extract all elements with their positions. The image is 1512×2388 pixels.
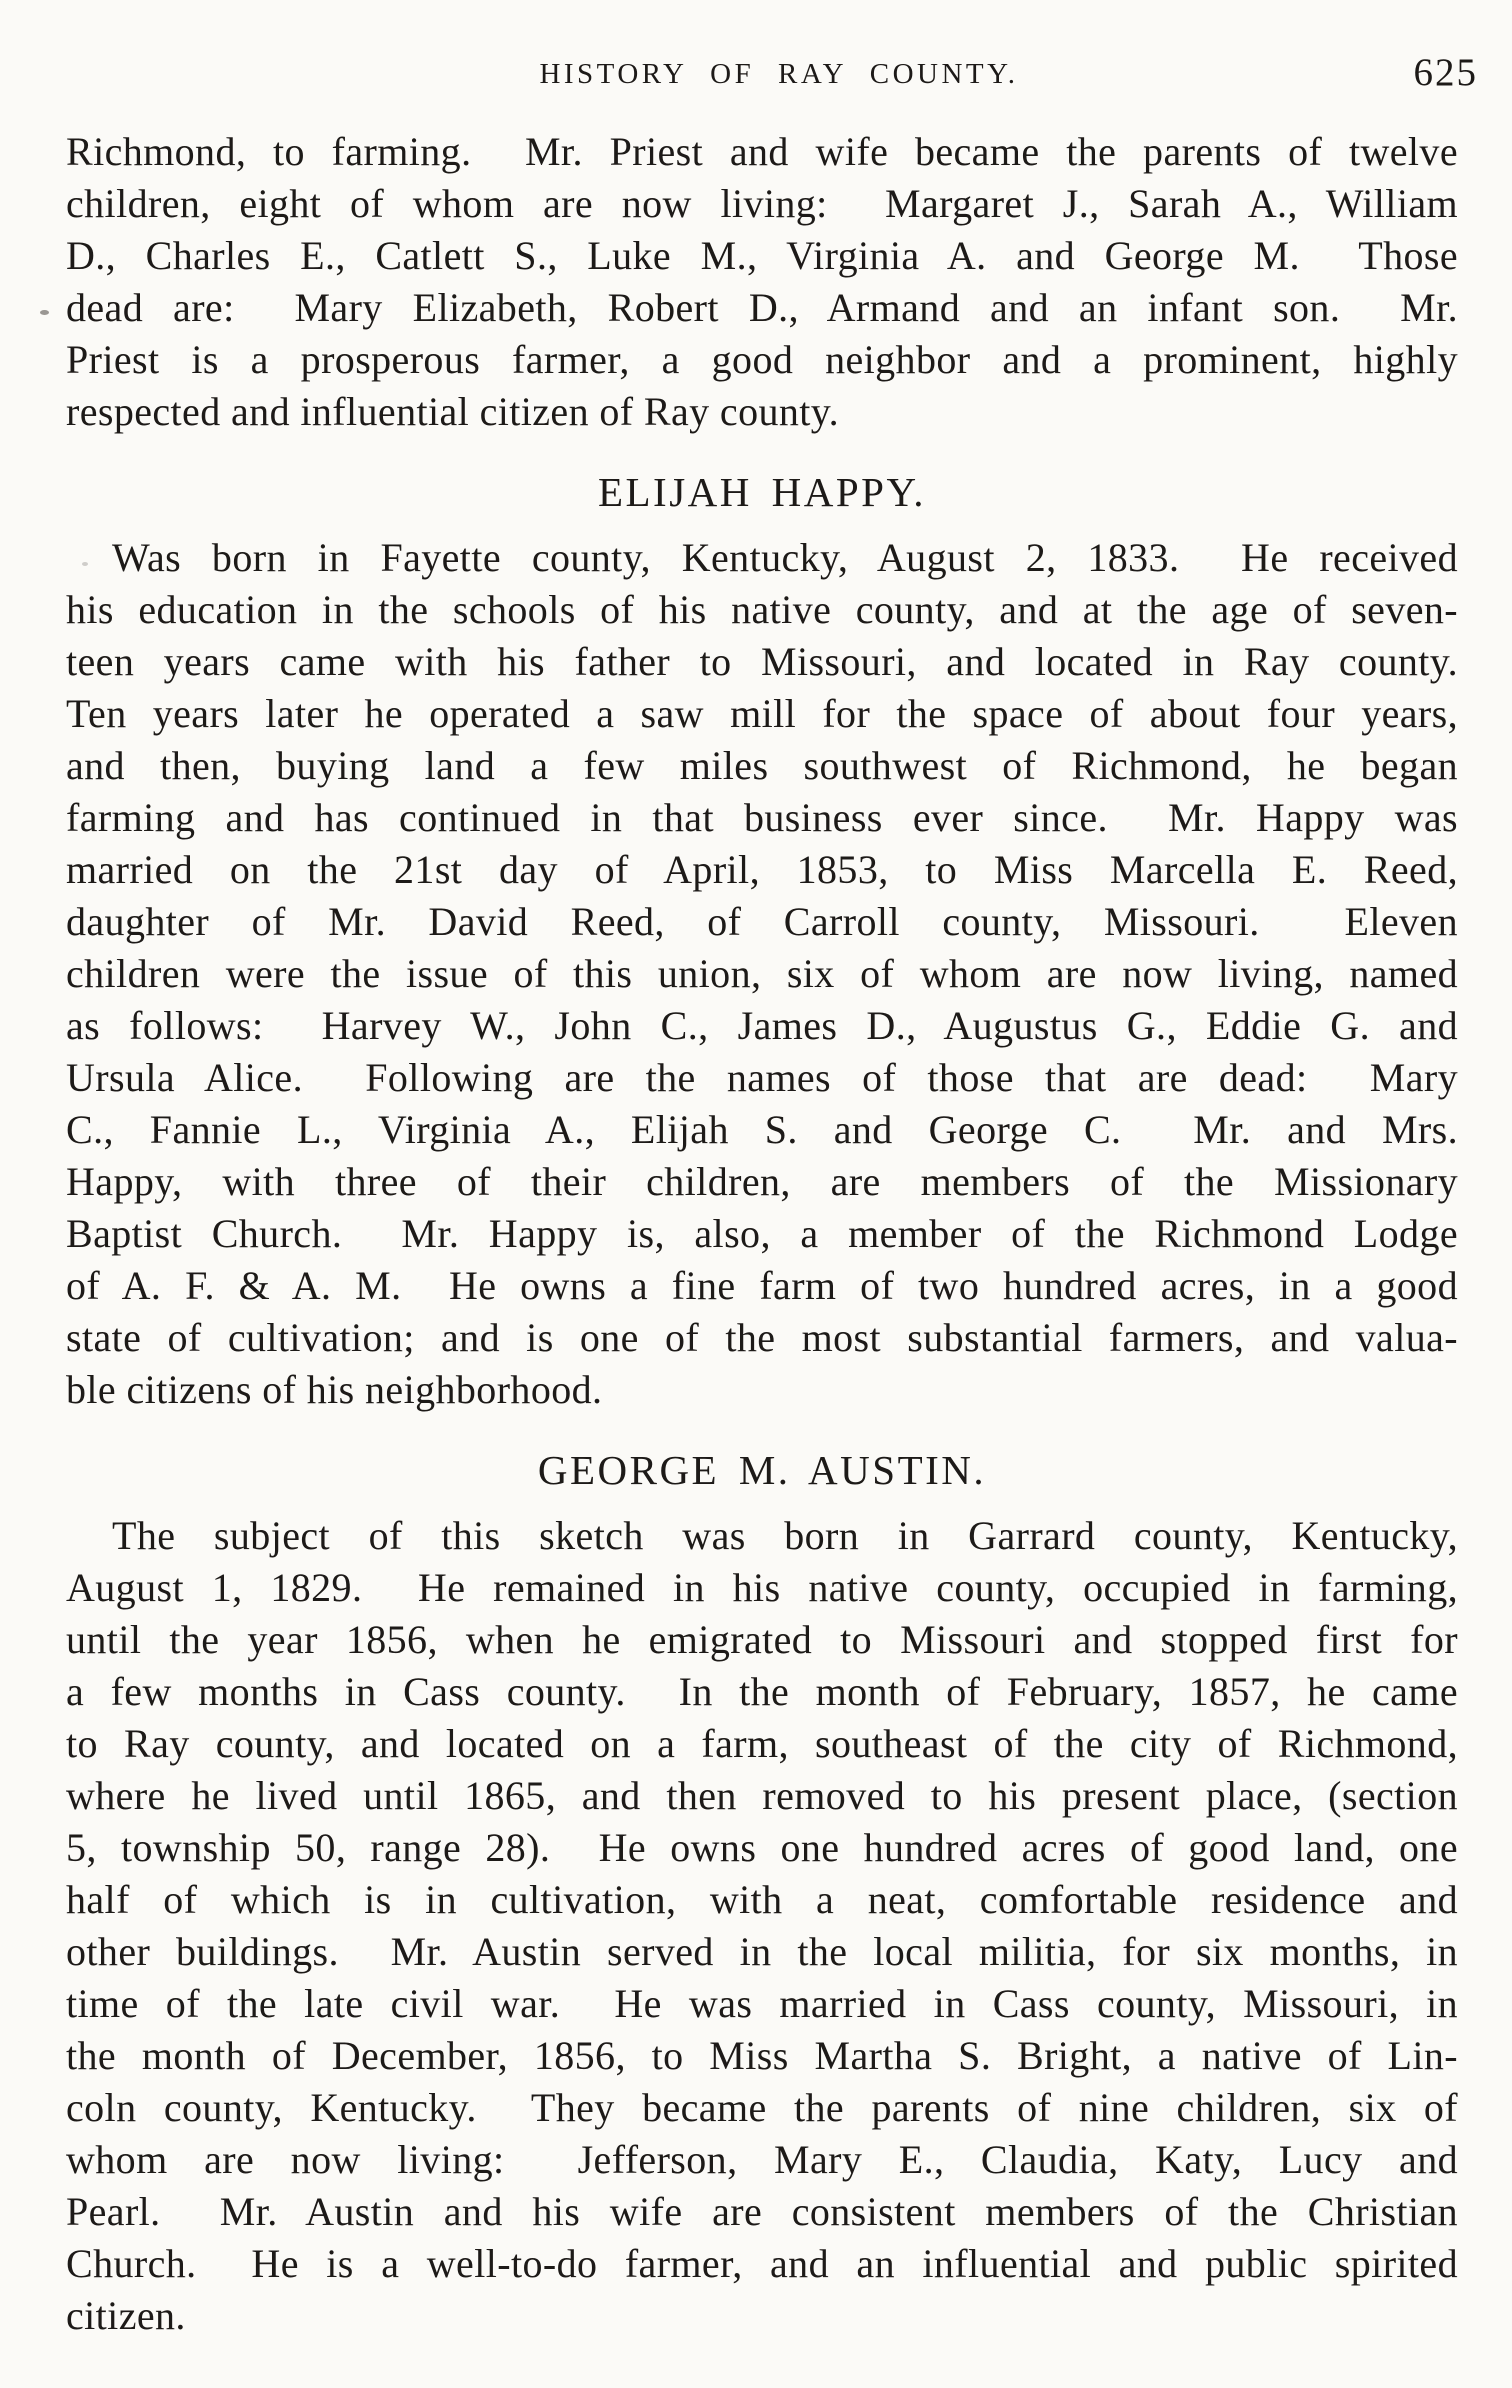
scan-speck	[82, 562, 88, 566]
text-line: until the year 1856, when he emigrated to Missouri and stopped first for	[66, 1617, 1458, 1662]
running-header	[0, 48, 1512, 108]
text-line: citizen.	[66, 2293, 186, 2338]
text-line: Was born in Fayette county, Kentucky, August 2, 1833. He received	[112, 535, 1458, 580]
paragraph-george-m-austin-bio	[66, 1510, 1458, 2342]
text-line: and then, buying land a few miles southwest of Richmond, he began	[66, 743, 1458, 788]
text-line: dead are: Mary Elizabeth, Robert D., Armand and an infant son. Mr.	[66, 285, 1458, 330]
section-heading-elijah-happy: ELIJAH HAPPY.	[597, 469, 927, 515]
text-line: where he lived until 1865, and then removed to his present place, (section	[66, 1773, 1458, 1818]
page-number: 625	[1413, 51, 1478, 94]
text-line: C., Fannie L., Virginia A., Elijah S. and George C. Mr. and Mrs.	[66, 1107, 1458, 1152]
text-line: respected and influential citizen of Ray county.	[66, 389, 839, 434]
section-heading-george-m-austin: GEORGE M. AUSTIN.	[537, 1447, 987, 1493]
text-line: of A. F. & A. M. He owns a fine farm of two hundred acres, in a good	[66, 1263, 1458, 1308]
text-line: August 1, 1829. He remained in his native county, occupied in farming,	[66, 1565, 1458, 1610]
text-line: coln county, Kentucky. They became the parents of nine children, six of	[66, 2085, 1458, 2130]
text-line: children, eight of whom are now living: Margaret J., Sarah A., William	[66, 181, 1458, 226]
text-line: daughter of Mr. David Reed, of Carroll county, Missouri. Eleven	[66, 899, 1458, 944]
text-line: to Ray county, and located on a farm, southeast of the city of Richmond,	[66, 1721, 1458, 1766]
text-line: other buildings. Mr. Austin served in the local militia, for six months, in	[66, 1929, 1458, 1974]
text-line: married on the 21st day of April, 1853, to Miss Marcella E. Reed,	[66, 847, 1458, 892]
text-line: Pearl. Mr. Austin and his wife are consistent members of the Christian	[66, 2189, 1458, 2234]
header-title: HISTORY OF RAY COUNTY.	[539, 58, 1019, 90]
text-line: Richmond, to farming. Mr. Priest and wife became the parents of twelve	[66, 129, 1458, 174]
text-line: Ten years later he operated a saw mill for the space of about four years,	[66, 691, 1458, 736]
text-line: Ursula Alice. Following are the names of those that are dead: Mary	[66, 1055, 1458, 1100]
text-line: farming and has continued in that business ever since. Mr. Happy was	[66, 795, 1458, 840]
text-line: his education in the schools of his native county, and at the age of seven-	[66, 587, 1458, 632]
text-line: half of which is in cultivation, with a neat, comfortable residence and	[66, 1877, 1458, 1922]
paragraph-priest-continuation	[66, 126, 1458, 438]
text-line: Baptist Church. Mr. Happy is, also, a member of the Richmond Lodge	[66, 1211, 1458, 1256]
text-line: 5, township 50, range 28). He owns one hundred acres of good land, one	[66, 1825, 1458, 1870]
text-line: state of cultivation; and is one of the most substantial farmers, and valua-	[66, 1315, 1458, 1360]
text-line: the month of December, 1856, to Miss Martha S. Bright, a native of Lin-	[66, 2033, 1458, 2078]
text-line: a few months in Cass county. In the month of February, 1857, he came	[66, 1669, 1458, 1714]
text-line: Happy, with three of their children, are members of the Missionary	[66, 1159, 1458, 1204]
text-line: as follows: Harvey W., John C., James D., Augustus G., Eddie G. and	[66, 1003, 1458, 1048]
text-line: time of the late civil war. He was married in Cass county, Missouri, in	[66, 1981, 1458, 2026]
paragraph-elijah-happy-bio	[66, 532, 1458, 1416]
text-line: The subject of this sketch was born in Garrard county, Kentucky,	[112, 1513, 1458, 1558]
text-line: ble citizens of his neighborhood.	[66, 1367, 603, 1412]
text-line: teen years came with his father to Missouri, and located in Ray county.	[66, 639, 1458, 684]
scan-speck	[40, 310, 49, 315]
text-line: Church. He is a well-to-do farmer, and an influential and public spirited	[66, 2241, 1458, 2286]
text-line: Priest is a prosperous farmer, a good neighbor and a prominent, highly	[66, 337, 1458, 382]
text-line: D., Charles E., Catlett S., Luke M., Virginia A. and George M. Those	[66, 233, 1458, 278]
text-line: whom are now living: Jefferson, Mary E., Claudia, Katy, Lucy and	[66, 2137, 1458, 2182]
text-line: children were the issue of this union, six of whom are now living, named	[66, 951, 1458, 996]
page-body	[66, 126, 1458, 2342]
